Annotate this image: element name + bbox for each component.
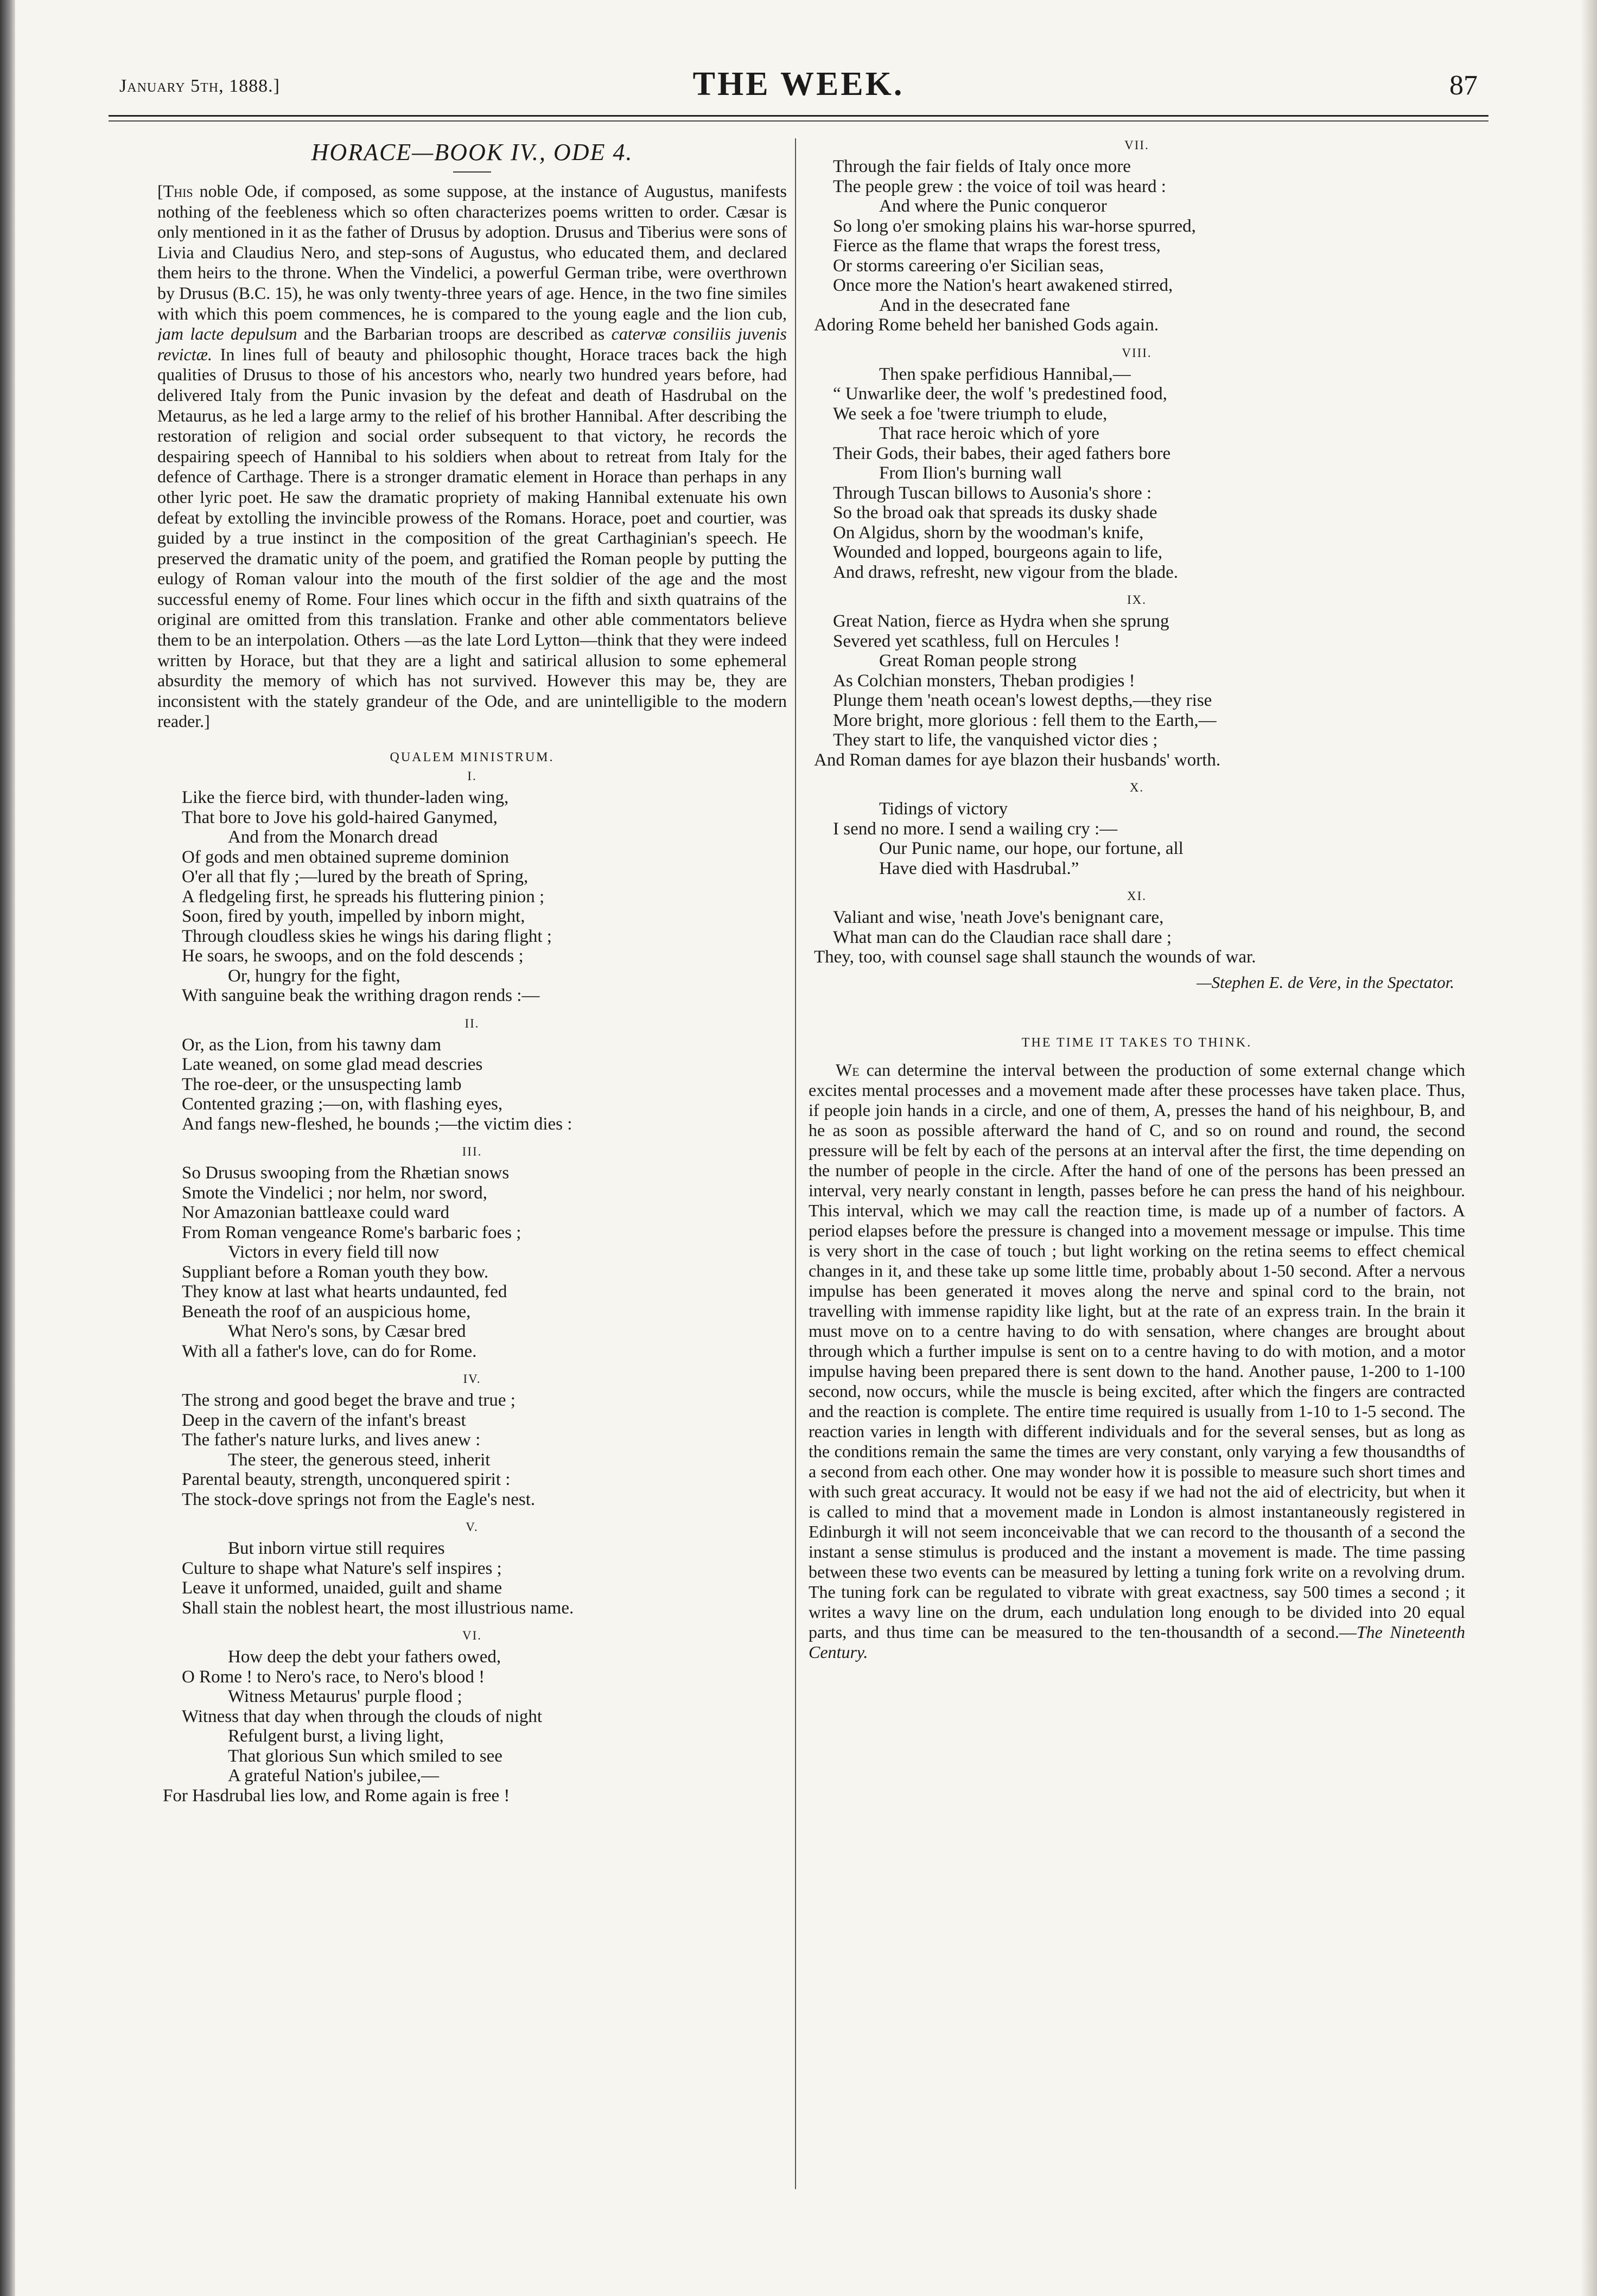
poem-line: Deep in the cavern of the infant's breast xyxy=(182,1410,466,1430)
poem-line: Adoring Rome beheld her banished Gods again. xyxy=(814,315,1159,335)
stanza-numeral: VI. xyxy=(462,1629,482,1643)
poem-line: Great Roman people strong xyxy=(879,651,1077,671)
article-body xyxy=(809,1060,1465,1662)
poem-line: More bright, more glorious : fell them to the Earth,— xyxy=(833,710,1217,730)
stanza-numeral: I. xyxy=(467,769,477,783)
poem-line: Parental beauty, strength, unconquered spirit : xyxy=(182,1470,511,1490)
poem-line: What man can do the Claudian race shall dare ; xyxy=(833,927,1172,947)
stanza-numeral: IX. xyxy=(1127,593,1147,607)
poem-line: But inborn virtue still requires xyxy=(228,1539,445,1559)
intro-text-2: and the Barbarian troops are described as xyxy=(297,324,612,344)
poem-line: From Ilion's burning wall xyxy=(879,463,1062,483)
stanza xyxy=(809,799,1465,878)
poem-line: Nor Amazonian battleaxe could ward xyxy=(182,1203,449,1223)
poem-line: And in the desecrated fane xyxy=(879,295,1070,315)
poem-line: And fangs new-fleshed, he bounds ;—the victim dies : xyxy=(182,1114,572,1134)
poem-line: The father's nature lurks, and lives anew : xyxy=(182,1430,481,1450)
poem-line: Suppliant before a Roman youth they bow. xyxy=(182,1262,489,1282)
poem-line: Wounded and lopped, bourgeons again to life, xyxy=(833,543,1163,562)
stanza xyxy=(157,788,787,1006)
poem-line: Fierce as the flame that wraps the forest tress, xyxy=(833,236,1161,256)
poem-line: Contented grazing ;—on, with flashing eyes, xyxy=(182,1094,503,1114)
header-rule xyxy=(109,115,1488,117)
poem-line: Their Gods, their babes, their aged fathers bore xyxy=(833,443,1171,463)
poem-line: So the broad oak that spreads its dusky shade xyxy=(833,503,1157,522)
left-column xyxy=(157,138,787,1806)
poem-line: O'er all that fly ;—lured by the breath of Spring, xyxy=(182,867,529,887)
poem-line: And from the Monarch dread xyxy=(228,827,438,847)
poem-line: A fledgeling first, he spreads his fluttering pinion ; xyxy=(182,886,545,907)
poem-line: A grateful Nation's jubilee,— xyxy=(228,1766,440,1786)
poem-line: The steer, the generous steed, inherit xyxy=(228,1450,491,1470)
stanza-numeral: II. xyxy=(465,1016,480,1030)
poem-line: The strong and good beget the brave and true ; xyxy=(182,1391,516,1411)
page-header xyxy=(109,65,1488,114)
stanza-numeral: VII. xyxy=(1124,138,1149,152)
stanza-numeral: VIII. xyxy=(1122,346,1152,360)
poem-line: What Nero's sons, by Cæsar bred xyxy=(228,1322,466,1342)
poem-line: Victors in every field till now xyxy=(228,1242,440,1262)
poem-line: I send no more. I send a wailing cry :— xyxy=(833,819,1118,839)
poem-line: Valiant and wise, 'neath Jove's benignant care, xyxy=(833,908,1164,927)
poem-stanzas-left xyxy=(157,769,787,1806)
poem-line: Plunge them 'neath ocean's lowest depths,—they rise xyxy=(833,691,1212,710)
stanza-numeral: IV. xyxy=(463,1372,481,1386)
poem-line: Witness that day when through the clouds of night xyxy=(182,1706,543,1726)
poem-line: Through cloudless skies he wings his daring flight ; xyxy=(182,926,552,946)
poem-line: O Rome ! to Nero's race, to Nero's blood ! xyxy=(182,1667,485,1687)
poem-line: That race heroic which of yore xyxy=(879,424,1099,443)
stanza-numeral: X. xyxy=(1129,781,1144,794)
poem-line: We seek a foe 'twere triumph to elude, xyxy=(833,404,1108,424)
poem-line: Tidings of victory xyxy=(879,799,1008,819)
page-number: 87 xyxy=(1449,70,1478,101)
poem-line: The people grew : the voice of toil was heard : xyxy=(833,176,1166,196)
intro-text-1: noble Ode, if composed, as some suppose, at the instance of Augustus, manifests nothing of the feebleness which so often characterizes poems written to order. Cæsar is only mentioned in it as the father of Drusus by adoption. Drusus and Tiberius were sons of Livia and Claudius Nero, and step-sons of Augustus, who educated them, and declared them heirs to the throne. When the Vindelici, a powerful German tribe, were overthrown by Drusus (B.C. 15), he was only twenty-three years of age. Hence, in the two fine similes with which this poem commences, he is compared to the young eagle and the lion cub, xyxy=(157,181,787,323)
poem-line: For Hasdrubal lies low, and Rome again is free ! xyxy=(163,1785,510,1806)
poem-line: He soars, he swoops, and on the fold descends ; xyxy=(182,946,524,966)
poem-line: Shall stain the noblest heart, the most illustrious name. xyxy=(182,1598,574,1618)
poem-line: They start to life, the vanquished victor dies ; xyxy=(833,730,1158,750)
stanza xyxy=(809,365,1465,583)
header-rule-secondary xyxy=(109,120,1488,122)
poem-line: Then spake perfidious Hannibal,— xyxy=(879,364,1131,384)
poem-attribution: —Stephen E. de Vere, in the Spectator. xyxy=(1197,972,1454,992)
poem-line: They know at last what hearts undaunted, fed xyxy=(182,1282,507,1302)
stanza xyxy=(157,1647,787,1806)
poem-line: Through Tuscan billows to Ausonia's shore : xyxy=(833,483,1152,503)
poem-line: “ Unwarlike deer, the wolf 's predestined food, xyxy=(833,384,1167,404)
stanza-numeral: III. xyxy=(462,1145,482,1159)
poem-line: And Roman dames for aye blazon their husbands' worth. xyxy=(814,750,1221,770)
intro-latin-2: catervæ consiliis juvenis revictæ. xyxy=(157,324,787,364)
poem-stanzas-right xyxy=(809,138,1465,967)
poem-line: Or, as the Lion, from his tawny dam xyxy=(182,1035,442,1055)
poem-line: From Roman vengeance Rome's barbaric foes ; xyxy=(182,1222,521,1242)
stanza-numeral: V. xyxy=(466,1520,479,1534)
stanza xyxy=(809,908,1465,967)
poem-line: So long o'er smoking plains his war-horse spurred, xyxy=(833,216,1196,236)
poem-line: Severed yet scathless, full on Hercules ! xyxy=(833,631,1120,651)
poem-line: Our Punic name, our hope, our fortune, all xyxy=(879,839,1184,858)
stanza xyxy=(157,1035,787,1134)
poem-line: Culture to shape what Nature's self inspires ; xyxy=(182,1558,502,1578)
page-outer-edge xyxy=(1581,0,1597,2296)
poem-line: How deep the debt your fathers owed, xyxy=(228,1647,501,1667)
title-rule xyxy=(453,171,491,173)
publication-title: THE WEEK. xyxy=(692,66,905,103)
poem-line: And draws, refresht, new vigour from the blade. xyxy=(833,562,1178,582)
right-column xyxy=(809,138,1465,1662)
column-divider xyxy=(795,138,796,2189)
poem-line: Or storms careering o'er Sicilian seas, xyxy=(833,256,1104,276)
poem-line: Of gods and men obtained supreme dominion xyxy=(182,847,510,867)
poem-line: With sanguine beak the writhing dragon rends :— xyxy=(182,986,540,1006)
poem-line: With all a father's love, can do for Rome. xyxy=(182,1341,477,1361)
poem-title: HORACE—BOOK IV., ODE 4. xyxy=(311,139,633,165)
article-first-word: We xyxy=(836,1060,860,1080)
poem-line: Late weaned, on some glad mead descries xyxy=(182,1055,483,1075)
poem-line: Witness Metaurus' purple flood ; xyxy=(228,1687,462,1707)
page-binding-edge xyxy=(0,0,15,2296)
article-text: can determine the interval between the production of some external change which excites mental processes and a movement made after these processes have taken place. Thus, if people join hands in a circle, and one of them, A, presses the hand of his neighbour, B, and he as soon as possible afterward the hand of C, and so on round and round, the second pressure will be felt by each of the persons at an interval after the first, the time depending on the number of people in the circle. After the hand of one of the persons has been pressed an interval, very nearly constant in length, passes before he can press the hand of his neighbour. This interval, which we may call the reaction time, is made up of a number of factors. A period elapses before the pressure is changed into a movement message or impulse. This time is very short in the case of touch ; but light working on the retina seems to effect chemical changes in it, and these take up some little time, probably about 1-50 second. After a nervous impulse has been generated it moves along the nerve and spinal cord to the brain, not travelling with immense rapidity like light, but at the rate of an express train. In the brain it must move on to a centre having to do with sensation, where changes are brought about through which a further impulse is sent on to a centre having to do with motion, and a motor impulse having been prepared there is sent down to the hand. Another pause, 1-200 to 1-100 second, now occurs, while the muscle is being excited, after which the fingers are contracted and the reaction is complete. The entire time required is usually from 1-10 to 1-5 second. The reaction varies in length with different individuals and for the several senses, but as long as the conditions remain the same the times are very constant, only varying a few thousandths of a second from each other. One may wonder how it is possible to measure such short times and with such great accuracy. It would not be easy if we had not the aid of electricity, but when it is called to mind that a movement made in London is almost instantaneously registered in Edinburgh it will not seem inconceivable that we can record to the thousanth of a second the instant a sense stimulus is produced and the instant a movement is made. The time passing between these two events can be measured by letting a tuning fork write on a revolving drum. The tuning fork can be regulated to vibrate with great exactness, say 500 times a second ; it writes a wavy line on the drum, each undulation long enough to be divided into 20 equal parts, and thus time can be measured to the ten-thousandth of a second.— xyxy=(809,1060,1465,1642)
issue-date: January 5th, 1888.] xyxy=(119,76,280,96)
stanza xyxy=(157,1163,787,1361)
poem-line: Beneath the roof of an auspicious home, xyxy=(182,1302,471,1322)
poem-line: Refulgent burst, a living light, xyxy=(228,1726,444,1746)
stanza xyxy=(809,611,1465,770)
poem-line: As Colchian monsters, Theban prodigies ! xyxy=(833,671,1135,691)
poem-line: They, too, with counsel sage shall staunch the wounds of war. xyxy=(814,947,1256,967)
stanza xyxy=(157,1391,787,1509)
poem-line: Have died with Hasdrubal.” xyxy=(879,858,1079,878)
poem-line: Leave it unformed, unaided, guilt and shame xyxy=(182,1578,502,1598)
stanza-numeral: XI. xyxy=(1127,889,1147,903)
stanza xyxy=(809,157,1465,335)
poem-line: Or, hungry for the fight, xyxy=(228,966,400,986)
poem-line: That glorious Sun which smiled to see xyxy=(228,1746,502,1766)
poem-line: The roe-deer, or the unsuspecting lamb xyxy=(182,1074,462,1094)
poem-line: That bore to Jove his gold-haired Ganymed, xyxy=(182,807,498,827)
poem-line: The stock-dove springs not from the Eagle's nest. xyxy=(182,1489,536,1509)
stanza xyxy=(157,1539,787,1618)
poem-line: Great Nation, fierce as Hydra when she sprung xyxy=(833,611,1169,631)
intro-first-word: [This xyxy=(157,181,193,201)
poem-line: Like the fierce bird, with thunder-laden wing, xyxy=(182,788,509,808)
poem-line: Through the fair fields of Italy once more xyxy=(833,157,1131,176)
poem-line: Once more the Nation's heart awakened stirred, xyxy=(833,276,1173,295)
article-source: The Nineteenth Century. xyxy=(809,1622,1466,1662)
poem-line: And where the Punic conqueror xyxy=(879,196,1107,216)
poem-line: On Algidus, shorn by the woodman's knife, xyxy=(833,522,1144,543)
article-title: THE TIME IT TAKES TO THINK. xyxy=(1021,1035,1252,1050)
poem-line: Smote the Vindelici ; nor helm, nor sword, xyxy=(182,1183,487,1203)
intro-text-3: In lines full of beauty and philosophic thought, Horace traces back the high qualities of Drusus to those of his ancestors who, nearly two hundred years before, had delivered Italy from the Punic invasion by the defeat and death of Hasdrubal on the Metaurus, as he led a large army to the relief of his brother Hannibal. After describing the restoration of religion and social order subsequent to that victory, he records the despairing speech of Hannibal to his soldiers when about to retreat from Italy for the defence of Carthage. There is a stronger dramatic element in Horace than perhaps in any other lyric poet. He saw the dramatic propriety of making Hannibal extenuate his own defeat by extolling the invincible prowess of the Romans. Horace, poet and courtier, was guided by a true instinct in the composition of the great Carthaginian's speech. He preserved the dramatic unity of the poem, and gratified the Roman people by putting the eulogy of Roman valour into the mouth of the first soldier of the age and the most successful enemy of Rome. Four lines which occur in the fifth and sixth quatrains of the original are omitted from this translation. Franke and other able commentators believe them to be an interpolation. Others —as the late Lord Lytton—think that they were indeed written by Horace, but that they are a light and satirical allusion to some ephemeral absurdity the memory of which has not survived. However this may be, they are inconsistent with the stately grandeur of the Ode, and are unintelligible to the modern reader.] xyxy=(157,344,787,731)
poem-line: So Drusus swooping from the Rhætian snows xyxy=(182,1163,510,1183)
intro-latin-1: jam lacte depulsum xyxy=(157,324,297,344)
poem-subtitle: QUALEM MINISTRUM. xyxy=(390,750,555,765)
poem-line: Soon, fired by youth, impelled by inborn might, xyxy=(182,907,525,927)
poem-introduction xyxy=(157,181,787,732)
